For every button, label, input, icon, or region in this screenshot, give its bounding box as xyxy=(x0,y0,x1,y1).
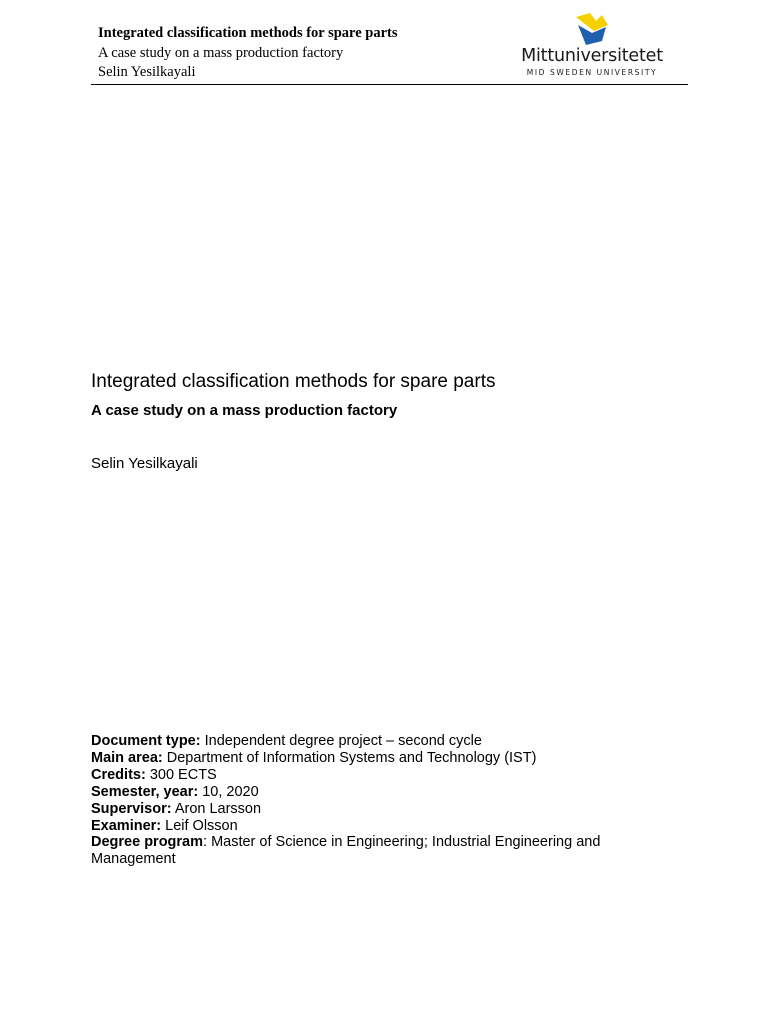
meta-label: Document type: xyxy=(91,733,201,749)
meta-label: Credits: xyxy=(91,766,146,783)
meta-value: 300 ECTS xyxy=(145,766,217,783)
meta-document-type xyxy=(91,733,671,750)
meta-label: Degree program xyxy=(91,834,204,851)
meta-label: Semester, year: xyxy=(91,783,199,800)
meta-value: Independent degree project – second cycle xyxy=(200,733,482,749)
document-metadata xyxy=(91,733,671,868)
document-subtitle: A case study on a mass production factory xyxy=(91,402,398,419)
logo-subtitle: MID SWEDEN UNIVERSITY xyxy=(526,68,658,77)
document-title: Integrated classification methods for spare parts xyxy=(91,371,496,392)
meta-supervisor xyxy=(91,801,671,818)
logo-mark-icon xyxy=(572,11,612,47)
meta-main-area xyxy=(91,750,671,767)
meta-value: Leif Olsson xyxy=(161,817,238,834)
meta-semester xyxy=(91,784,671,801)
page-header xyxy=(91,24,688,85)
meta-value: : Master of Science in Engineering; Industrial Engineering and Management xyxy=(91,834,601,868)
header-author: Selin Yesilkayali xyxy=(98,64,196,80)
meta-value: 10, 2020 xyxy=(198,783,259,800)
header-subtitle: A case study on a mass production factory xyxy=(98,44,344,61)
meta-examiner xyxy=(91,818,671,835)
meta-credits xyxy=(91,767,671,784)
document-author: Selin Yesilkayali xyxy=(91,455,198,472)
meta-degree-program xyxy=(91,834,671,868)
meta-label: Examiner: xyxy=(91,817,162,834)
meta-value: Department of Information Systems and Technology (IST) xyxy=(162,749,537,766)
university-logo xyxy=(512,11,672,81)
meta-label: Supervisor: xyxy=(91,800,172,817)
meta-value: Aron Larsson xyxy=(171,800,262,817)
meta-label: Main area: xyxy=(91,749,163,766)
header-title: Integrated classification methods for spare parts xyxy=(98,25,398,41)
logo-name: Mittuniversitetet xyxy=(521,46,663,66)
header-text xyxy=(98,24,398,83)
